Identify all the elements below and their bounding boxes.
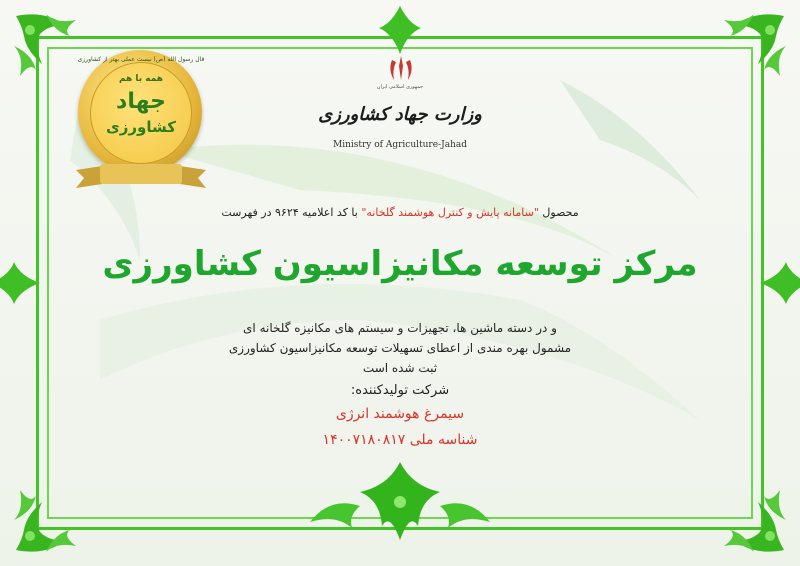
iran-emblem-icon <box>384 54 418 84</box>
corner-ornament-icon <box>698 464 794 560</box>
ministry-name-english: Ministry of Agriculture-Jahad <box>333 140 467 150</box>
intro-suffix: با کد اعلامیه ۹۶۲۴ در فهرست <box>221 206 362 219</box>
manufacturer-label: شرکت تولیدکننده: <box>350 383 450 398</box>
manufacturer-national-id: شناسه ملی ۱۴۰۰۷۱۸۰۸۱۷ <box>322 432 478 448</box>
ministry-name-persian: وزارت جهاد کشاورزی <box>318 104 482 125</box>
agriculture-jihad-badge <box>66 50 216 200</box>
badge-ribbon-icon <box>72 162 210 192</box>
description-line: و در دسته ماشین ها، تجهیزات و سیستم های مکانیزه گلخانه ای <box>243 321 557 335</box>
manufacturer-name: سیمرغ هوشمند انرژی <box>335 406 465 422</box>
corner-ornament-icon <box>698 6 794 102</box>
badge-top-text: همه با هم <box>118 74 164 84</box>
description-line: ثبت شده است <box>362 361 438 375</box>
badge-sub-text: کشاورزی <box>106 118 176 136</box>
description <box>0 318 800 378</box>
description-line: مشمول بهره مندی از اعطای تسهیلات توسعه مکانیزاسیون کشاورزی <box>228 341 572 355</box>
badge-arc-text: قال رسول الله (ص) نیست عملی بهتر از کشاورزی <box>77 56 205 63</box>
bottom-center-ornament-icon <box>300 456 500 546</box>
corner-ornament-icon <box>6 464 102 560</box>
intro-line <box>0 206 800 219</box>
badge-main-text: جهاد <box>116 89 166 114</box>
intro-prefix: محصول <box>538 206 579 219</box>
emblem-caption: جمهوری اسلامی ایران <box>376 84 424 90</box>
product-name: "سامانه پایش و کنترل هوشمند گلخانه" <box>361 206 539 219</box>
certificate-title: مرکز توسعه مکانیزاسیون کشاورزی <box>102 244 698 284</box>
